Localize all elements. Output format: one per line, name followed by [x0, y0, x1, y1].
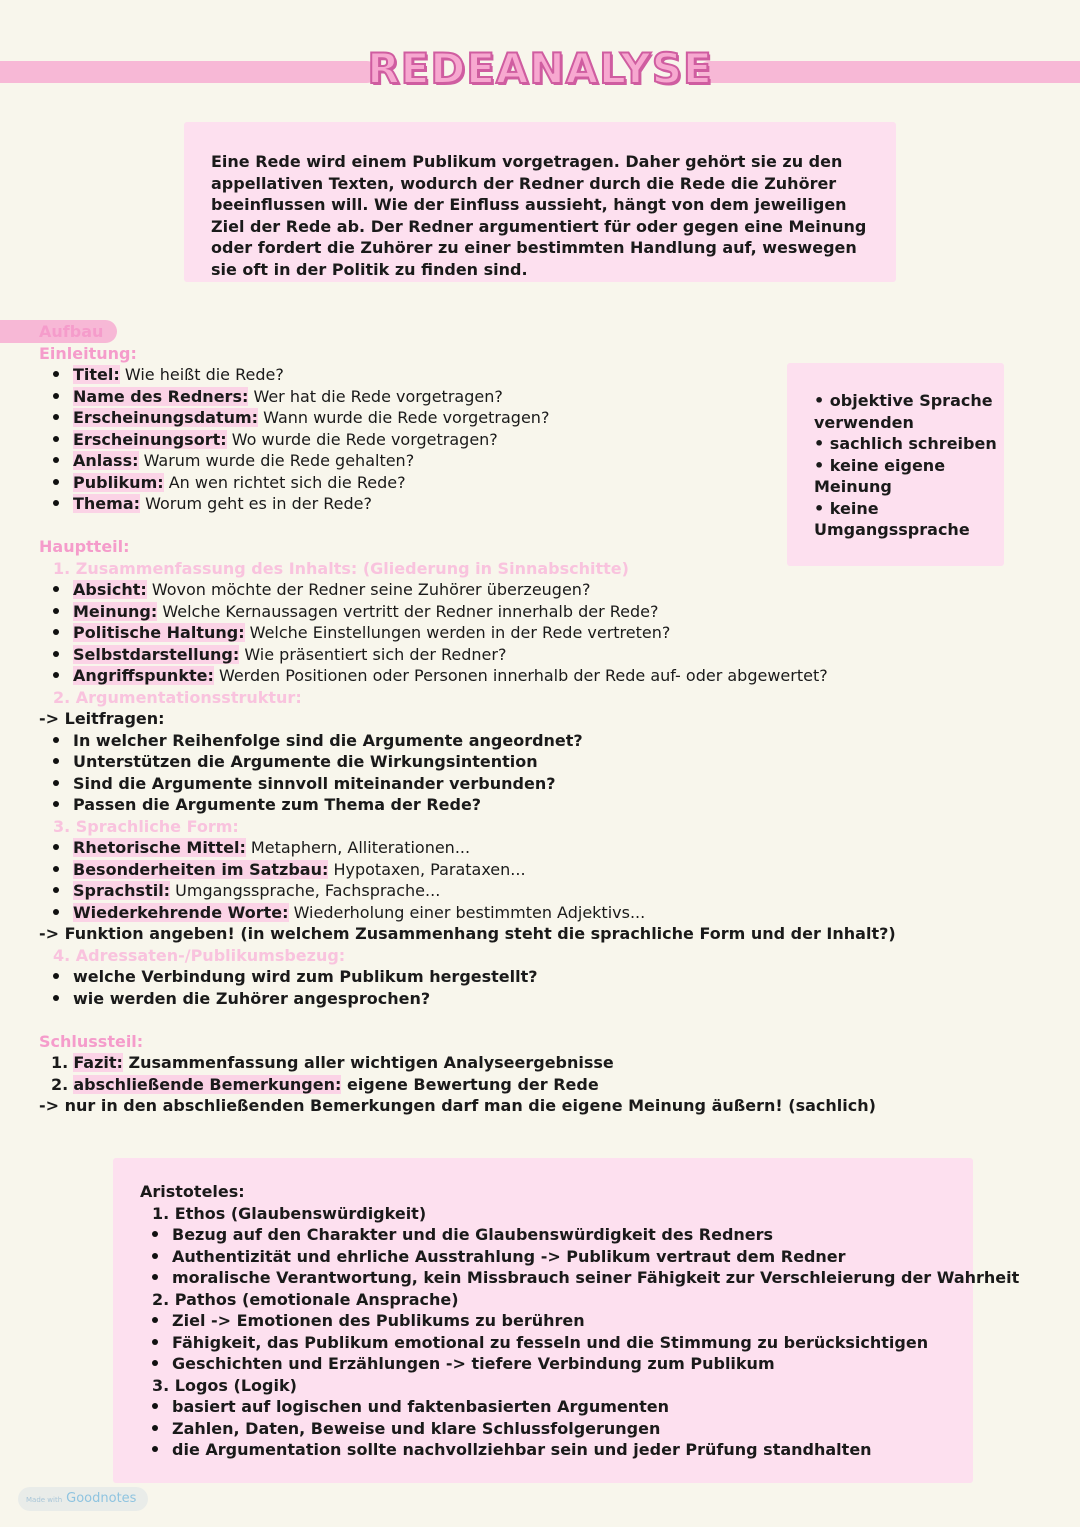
title-bar-right: [698, 61, 1080, 83]
bullet-icon: [53, 973, 59, 979]
bullet-icon: [152, 1231, 158, 1237]
bullet-icon: [53, 758, 59, 764]
list-item: 1. Fazit: Zusammenfassung aller wichtigen Analyseergebnisse: [51, 1053, 614, 1072]
einleitung-heading: Einleitung:: [39, 344, 137, 363]
bullet-icon: [152, 1403, 158, 1409]
bullet-icon: [53, 457, 59, 463]
list-item: Sind die Argumente sinnvoll miteinander verbunden?: [53, 773, 556, 795]
title-bar-left: [0, 61, 378, 83]
bullet-icon: [152, 1360, 158, 1366]
hauptteil-sub1: 1. Zusammenfassung des Inhalts: (Gliederung in Sinnabschitte): [53, 559, 629, 578]
side-note: • keine Umgangssprache: [814, 498, 970, 539]
hauptteil-sub2: 2. Argumentationsstruktur:: [53, 688, 302, 707]
aristoteles-line: Zahlen, Daten, Beweise und klare Schlussfolgerungen: [152, 1418, 660, 1440]
aristoteles-line: Geschichten und Erzählungen -> tiefere Verbindung zum Publikum: [152, 1353, 775, 1375]
list-item: 2. abschließende Bemerkungen: eigene Bewertung der Rede: [51, 1075, 599, 1094]
list-item: Erscheinungsdatum: Wann wurde die Rede vorgetragen?: [53, 407, 549, 429]
hauptteil-sub3: 3. Sprachliche Form:: [53, 817, 239, 836]
side-note: • sachlich schreiben: [814, 434, 997, 453]
schluss-note: -> nur in den abschließenden Bemerkungen darf man die eigene Meinung äußern! (sachlich): [39, 1096, 876, 1115]
bullet-icon: [53, 608, 59, 614]
list-item: wie werden die Zuhörer angesprochen?: [53, 988, 430, 1010]
page-title: REDEANALYSE: [367, 44, 713, 93]
aristoteles-line: basiert auf logischen und faktenbasierten Argumenten: [152, 1396, 669, 1418]
bullet-icon: [53, 995, 59, 1001]
aristoteles-line: die Argumentation sollte nachvollziehbar sein und jeder Prüfung standhalten: [152, 1439, 872, 1461]
bullet-icon: [53, 414, 59, 420]
leitfragen-label: -> Leitfragen:: [39, 709, 165, 728]
list-item: Angriffspunkte: Werden Positionen oder Personen innerhalb der Rede auf- oder abgewertet?: [53, 665, 828, 687]
aristoteles-line: Fähigkeit, das Publikum emotional zu fesseln und die Stimmung zu berücksichtigen: [152, 1332, 928, 1354]
list-item: Absicht: Wovon möchte der Redner seine Zuhörer überzeugen?: [53, 579, 590, 601]
list-item: welche Verbindung wird zum Publikum hergestellt?: [53, 966, 538, 988]
goodnotes-badge[interactable]: Made with Goodnotes: [18, 1487, 148, 1511]
list-item: Politische Haltung: Welche Einstellungen werden in der Rede vertreten?: [53, 622, 670, 644]
list-item: Erscheinungsort: Wo wurde die Rede vorgetragen?: [53, 429, 498, 451]
side-note: • objektive Sprache verwenden: [814, 391, 993, 432]
bullet-icon: [53, 866, 59, 872]
side-notes-list: [814, 390, 999, 541]
bullet-icon: [53, 887, 59, 893]
list-item: Besonderheiten im Satzbau: Hypotaxen, Parataxen...: [53, 859, 526, 881]
list-item: Selbstdarstellung: Wie präsentiert sich der Redner?: [53, 644, 506, 666]
aristoteles-line: 1. Ethos (Glaubenswürdigkeit): [152, 1204, 427, 1223]
bullet-icon: [53, 801, 59, 807]
aristoteles-line: Authentizität und ehrliche Ausstrahlung -> Publikum vertraut dem Redner: [152, 1246, 846, 1268]
bullet-icon: [53, 844, 59, 850]
bullet-icon: [152, 1339, 158, 1345]
bullet-icon: [53, 672, 59, 678]
list-item: Meinung: Welche Kernaussagen vertritt der Redner innerhalb der Rede?: [53, 601, 658, 623]
bullet-icon: [53, 629, 59, 635]
bullet-icon: [53, 737, 59, 743]
list-item: Sprachstil: Umgangssprache, Fachsprache...: [53, 880, 440, 902]
bullet-icon: [53, 909, 59, 915]
side-note: • keine eigene Meinung: [814, 455, 946, 496]
aristoteles-line: Ziel -> Emotionen des Publikums zu berühren: [152, 1310, 585, 1332]
funktion-note: -> Funktion angeben! (in welchem Zusammenhang steht die sprachliche Form und der Inhalt?): [39, 924, 896, 943]
bullet-icon: [53, 393, 59, 399]
aristoteles-line: 2. Pathos (emotionale Ansprache): [152, 1290, 459, 1309]
bullet-icon: [152, 1446, 158, 1452]
hauptteil-sub4: 4. Adressaten-/Publikumsbezug:: [53, 946, 346, 965]
list-item: Titel: Wie heißt die Rede?: [53, 364, 284, 386]
list-item: Name des Redners: Wer hat die Rede vorgetragen?: [53, 386, 503, 408]
hauptteil-heading: Hauptteil:: [39, 537, 130, 556]
bullet-icon: [152, 1425, 158, 1431]
list-item: Thema: Worum geht es in der Rede?: [53, 493, 372, 515]
bullet-icon: [53, 479, 59, 485]
aristoteles-heading: Aristoteles:: [140, 1182, 245, 1201]
aufbau-heading: Aufbau: [39, 322, 104, 341]
bullet-icon: [53, 780, 59, 786]
bullet-icon: [152, 1274, 158, 1280]
bullet-icon: [53, 436, 59, 442]
list-item: Unterstützen die Argumente die Wirkungsintention: [53, 751, 538, 773]
list-item: In welcher Reihenfolge sind die Argumente angeordnet?: [53, 730, 583, 752]
intro-text: Eine Rede wird einem Publikum vorgetragen. Daher gehört sie zu den appellativen Texten, wodurch der Redner durch die Rede die Zuhörer beeinflussen will. Wie der Einfluss aussieht, hängt von dem jeweiligen Ziel der Rede ab. Der Redner argumentiert für oder gegen eine Meinung oder fordert die Zuhörer zu einer bestimmten Handlung auf, weswegen sie oft in der Politik zu finden sind.: [211, 152, 867, 279]
list-item: Wiederkehrende Worte: Wiederholung einer bestimmten Adjektivs...: [53, 902, 645, 924]
aristoteles-line: Bezug auf den Charakter und die Glaubenswürdigkeit des Redners: [152, 1224, 773, 1246]
bullet-icon: [53, 500, 59, 506]
bullet-icon: [152, 1317, 158, 1323]
list-item: Passen die Argumente zum Thema der Rede?: [53, 794, 481, 816]
bullet-icon: [152, 1253, 158, 1259]
bullet-icon: [53, 371, 59, 377]
aristoteles-line: moralische Verantwortung, kein Missbrauch seiner Fähigkeit zur Verschleierung der Wahrheit: [152, 1267, 1019, 1289]
list-item: Anlass: Warum wurde die Rede gehalten?: [53, 450, 414, 472]
aristoteles-line: 3. Logos (Logik): [152, 1376, 297, 1395]
schluss-heading: Schlussteil:: [39, 1032, 144, 1051]
list-item: Rhetorische Mittel: Metaphern, Alliterationen...: [53, 837, 470, 859]
bullet-icon: [53, 651, 59, 657]
list-item: Publikum: An wen richtet sich die Rede?: [53, 472, 406, 494]
bullet-icon: [53, 586, 59, 592]
